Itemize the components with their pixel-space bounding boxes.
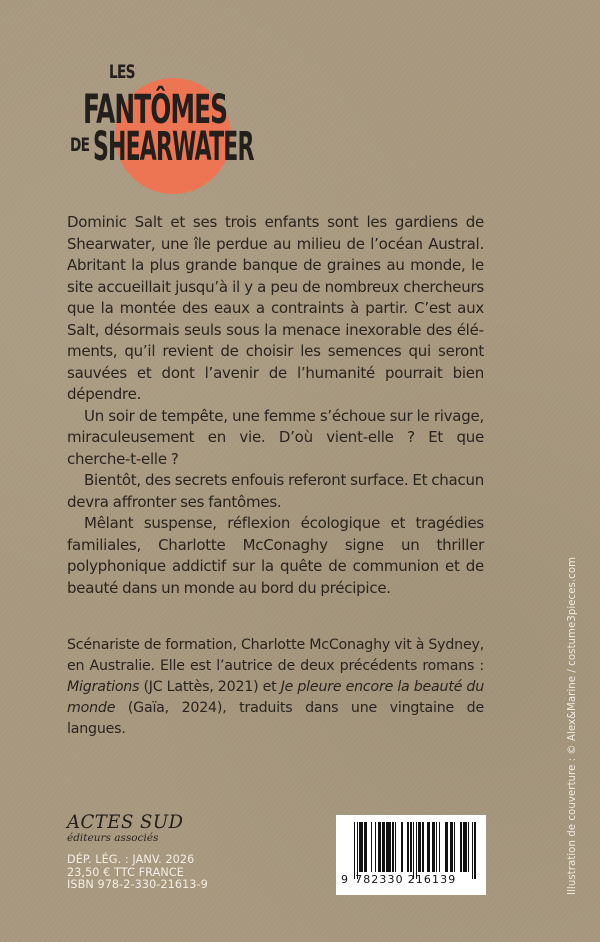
barcode-right-group: 216139 bbox=[407, 873, 457, 886]
synopsis-text bbox=[67, 212, 484, 599]
author-bio bbox=[67, 635, 484, 740]
synopsis-paragraph: Bientôt, des secrets enfouis referont surface. Et chacun devra affronter ses fantômes. bbox=[67, 471, 484, 511]
price: 23,50 € TTC FRANCE bbox=[67, 865, 184, 879]
title-shearwater: SHEARWATER bbox=[93, 124, 254, 170]
title-les: LES bbox=[109, 61, 135, 83]
book-title-je-pleure: Je pleure encore la beauté du monde bbox=[67, 679, 485, 716]
publisher-logo bbox=[67, 812, 190, 844]
title-fantomes: FANTÔMES bbox=[83, 87, 228, 133]
barcode-left-group: 782330 bbox=[355, 873, 404, 886]
synopsis-paragraph: Dominic Salt et ses trois enfants sont les gardiens de Shearwater, une île perdue au milieu de l’océan Austral. Abritant la plus grande banque de graines au monde, le site accueillait jusqu’à il y a peu de nombreux chercheurs que la montée des eaux a contraints à partir. C’est aux Salt, désormais seuls sous la menace inexorable des éléments, qu’il revient de choisir les semences qui seront sauvées et dont l’avenir de l’humanité pourrait bien dépendre. bbox=[67, 213, 484, 403]
publisher-subtitle: éditeurs associés bbox=[67, 832, 159, 844]
cover-illustration-credit: Illustration de couverture : © Alex&Marine / costume3pieces.com bbox=[567, 556, 578, 895]
legal-deposit: DÉP. LÉG. : JANV. 2026 bbox=[67, 853, 195, 866]
barcode-first-digit: 9 bbox=[341, 873, 350, 886]
barcode bbox=[336, 815, 486, 895]
publisher-name: ACTES SUD bbox=[67, 811, 184, 833]
bio-text: (JC Lattès, 2021) et bbox=[139, 679, 281, 695]
author-bio-paragraph bbox=[67, 635, 484, 740]
title-de: DE bbox=[70, 134, 90, 156]
book-title-block bbox=[0, 0, 600, 200]
barcode-bars-icon bbox=[354, 822, 476, 880]
isbn: ISBN 978-2-330-21613-9 bbox=[67, 878, 208, 891]
legal-info bbox=[67, 854, 208, 892]
bio-text: Scénariste de formation, Charlotte McConaghy vit à Sydney, en Australie. Elle est l’autrice de deux précédents romans : bbox=[67, 637, 484, 674]
synopsis-paragraph: Mêlant suspense, réflexion écologique et tragédies familiales, Charlotte McConaghy signe un thriller polyphonique addictif sur la quête de communion et de beauté dans un monde au bord du précipice. bbox=[67, 514, 484, 597]
book-title-migrations: Migrations bbox=[67, 679, 140, 695]
bio-text: (Gaïa, 2024), traduits dans une vingtaine de langues. bbox=[67, 700, 484, 737]
synopsis-paragraph: Un soir de tempête, une femme s’échoue sur le rivage, miraculeusement en vie. D’où vient-elle ? Et que cherche-t-elle ? bbox=[67, 406, 484, 468]
barcode-digits bbox=[341, 873, 481, 887]
